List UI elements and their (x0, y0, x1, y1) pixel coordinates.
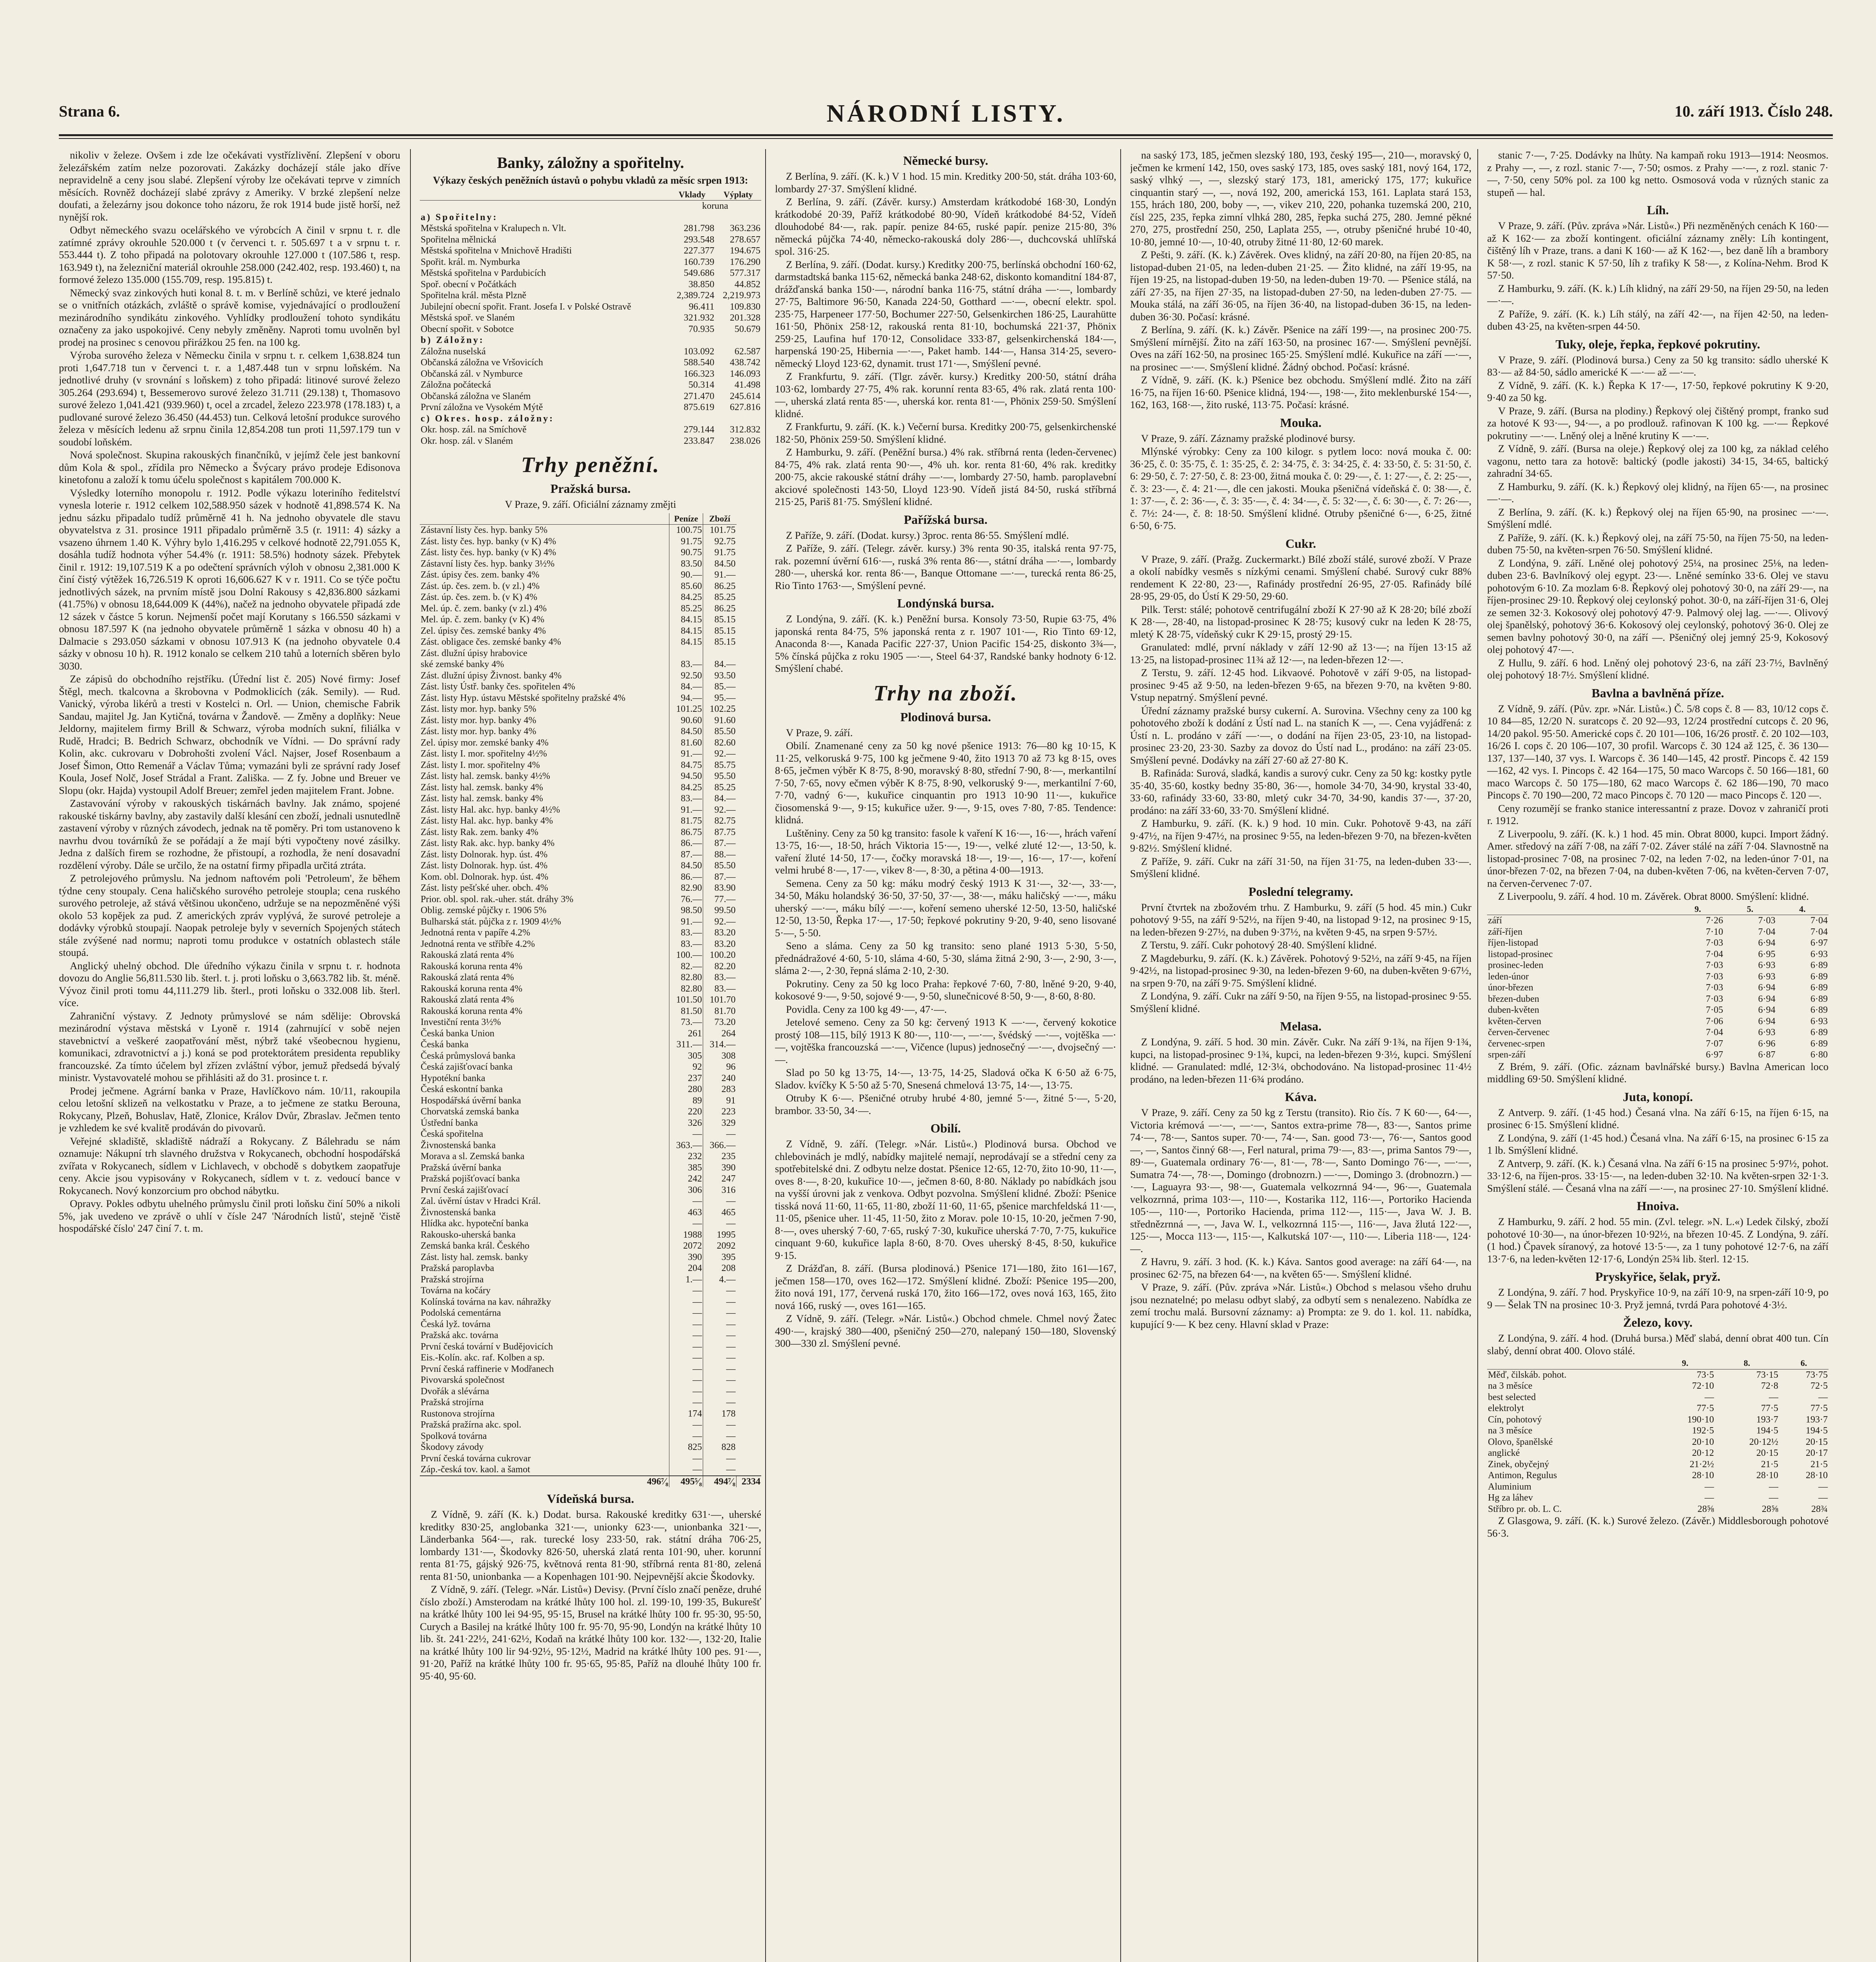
liverpool-table: 9. 5. 4. září 7·26 7·03 7·04 září-říjen 7·10 7·04 7·04 říjen-listopad 7·03 6·94 6·97 listopad-prosinec 7·04 6·95 6·93 prosinec-leden 7·03 6·93 6·89 leden-únor 7·03 6·93 6·89 únor-březen 7·03 6·94 6·89 březen-duben 7·03 6·94 6·89 duben-květen 7·05 6·94 6·89 květen-červen 7·06 6·94 6·93 červen-červenec 7·04 6·93 6·89 červenec-srpen 7·07 6·96 6·89 srpen-září 6·97 6·87 6·80 (1488, 904, 1828, 1060)
table-row: Zást. listy hal. zemsk. banky 4% 83.— 84.— (421, 793, 736, 804)
table-row: Továrna na kočáry — — (421, 1286, 736, 1296)
table-row: Podolská cementárna — — (421, 1308, 736, 1318)
table-row: Zást. listy pešťské uher. obch. 4% 82.90 83.90 (421, 883, 736, 893)
banks-subtitle: Výkazy českých peněžních ústavů o pohybu vkladů za měsíc srpen 1913: (433, 175, 748, 186)
table-row: Rakouská koruna renta 4% 82.80 83.— (421, 983, 736, 994)
telegrams-text (1130, 901, 1471, 1015)
news-paragraph: Z Hullu, 9. září. 6 hod. Lněný olej pohotový 23·6, na září 23·7½, Bavlněný olej pohotový 18·7½. Smýšlení klidné. (1487, 656, 1829, 681)
column-3 (775, 149, 1116, 1962)
table-row: Hospodářská úvěrní banka 89 91 (421, 1095, 736, 1106)
news-paragraph: V Praze, 9. září. (Pův. zpráva »Nár. Listů«.) Při nezměněných cenách K 160·— až K 162·— za zboží kontingent. oficiální záznamy zněly: Líh kontingent, čištěný líh v Praze, trans. a dani K 160·— až K 162·—, bez daně líh a brambory K 58·—, z rozl. stanic K 57·50, líh z trafiky K 58·—, z Kolína-Nehm. Brod K 57·50. (1487, 220, 1829, 281)
table-row: Zást. listy čes. hyp. banky (v K) 4% 90.75 91.75 (421, 547, 736, 558)
table-row: Zást. listy Rak. zem. banky 4% 86.75 87.75 (421, 827, 736, 837)
totals-row: 496⁷⁄₈ 495⁵⁄₈ 494⁷⁄₈ 2334 (420, 1476, 761, 1488)
banks-group-savings: a) Spořitelny: (421, 212, 498, 222)
news-paragraph: Z petrolejového průmyslu. Na jednom naftovém poli 'Petroleum', že během týdne ceny stoupaly. Cena haličského surového petroleje stoupla; cena ruského surového petroleje, až stává většinou ukončeno, udržuje se na nepozměněné výši okolo 53 kopějek za pud. Z amerických zpráv vyplývá, že surové petroleje a dodávky výrobků stoupají. Naopak petroleje byly v severních Spojených státech stále zvýšené nad normu; naproti tomu produkce v ostatních oblastech stále stoupá. (59, 872, 400, 958)
header-rule (59, 134, 1833, 136)
table-row: Obecní spořit. v Sobotce 70.935 50.679 (421, 324, 760, 334)
news-paragraph: Z Vídně, 9. září. (Telegr. »Nár. Listů«) Devisy. (První číslo značí peněze, druhé číslo zboží.) Amsterodam na krátké lhůty 100 hol. zl. 199·10, 199·35, Bukurešť na krátké lhůty 100 lei 94·95, 95·15, Brusel na krátké lhůty 100 fr. 95·30, 95·50, Curych a Basilej na krátké lhůty 100 fr. 95·70, 95·90, Londýn na krátké lhůty 10 lib. št. 241·22½, 241·62½, Kodaň na krátké lhůty 100 kor. 132·—, 132·20, Italie na krátké lhůty 100 lir 94·92½, 95·12½, Madrid na krátké lhůty 100 pes. 91·—, 91·20, Paříž na krátké lhůty 100 fr. 95·65, 95·85, Paříž na dlouhé lhůty 100 fr. 95·40, 95·60. (420, 1583, 761, 1682)
table-row: Zást. listy I. mor. spořitelny 4% 84.75 85.75 (421, 760, 736, 770)
table-row: Investiční renta 3½% 73.— 73.20 (421, 1017, 736, 1027)
news-paragraph: Německý svaz zinkových huti konal 8. t. m. v Berlíně schůzi, ve které jednalo se o vnitřních otázkách, zvláště o správě komise, vyjednávající o prodloužení mezinárodního syndikátu zinkového. Vyhlídky prodloužení tohoto syndikátu označeny za jako uspokojivé. Ceny nebyly změněny. Naproti tomu uvolněn byl prodej na prosinec s cenovou přirážkou 25 fen. na 100 kg. (59, 286, 400, 348)
table-row: Živnostenská banka 463 465 (421, 1207, 736, 1218)
table-row: Záložna nuselská 103.092 62.587 (421, 346, 760, 357)
table-row: Městská spořitelna v Mnichově Hradišti 227.377 194.675 (421, 246, 760, 256)
table-row: Zást. listy I. mor. spořitelny 4½% 91.— 92.— (421, 749, 736, 759)
table-row: Živnostenská banka 363.— 366.— (421, 1140, 736, 1151)
table-row: Občanská záložna ve Vršovicích 588.540 438.742 (421, 357, 760, 368)
news-paragraph: Z Hamburku, 9. září. (K. k.) Řepkový olej klidný, na říjen 65·—, na prosinec —·—. (1487, 480, 1829, 505)
table-row: Zinek, obyčejný 21·2½ 21·5 21·5 (1488, 1459, 1828, 1470)
table-row: Zást. listy Hyp. ústavu Městské spořitelny pražské 4% 94.— 95.— (421, 693, 736, 703)
table-row: leden-únor 7·03 6·93 6·89 (1488, 971, 1828, 982)
news-paragraph: První čtvrtek na zbožovém trhu. Z Hamburku, 9. září (5 hod. 45 min.) Cukr pohotový 9·55, na září 9·52½, na říjen 9·40, na listopad 9·12, na prosinec 9·15, na leden-březen 9·27½, na duben 9·37½, na květen 9·45, na srpen 9·57½. (1130, 901, 1471, 938)
table-row: Kolínská továrna na kav. náhražky — — (421, 1296, 736, 1307)
table-row: Spořitelna král. města Plzně 2,389.724 2,219.973 (421, 290, 760, 301)
banks-table (420, 189, 761, 447)
table-row: Spořit. král. m. Nymburka 160.739 176.290 (421, 257, 760, 267)
news-paragraph: Z Antverp, 9. září. (K. k.) Česaná vlna. Na září 6·15 na prosinec 5·97½, pohot. 33·12·6, na říjen-pros. 33·15·—, na leden-duben 32·10. Na květen-srpen 32·1·3. Smýšlení stálé. — Česaná vlna na září —·—, na prosinec 27·10. Smýšlení klidné. (1487, 1157, 1829, 1194)
table-row: Občanská záložna ve Slaném 271.470 245.614 (421, 391, 760, 401)
table-row: První záložna ve Vysokém Mýtě 875.619 627.816 (421, 402, 760, 412)
resin-heading: Pryskyřice, šelak, pryž. (1595, 1269, 1721, 1284)
spirits-continued: stanic 7·—, 7·25. Dodávky na lhůty. Na kampaň roku 1913—1914: Neosmos. z Prahy —, —, z rozl. stanic 7·—, 7·50; osmos. z Prahy —·—, z rozl. stanic 7·—, 7·50, ceny 50% pol. za 100 kg netto. Osmosová voda v různých stanic za stupeň — hal. (1487, 149, 1829, 198)
prague-bourse-heading: Pražská bursa. (550, 481, 631, 496)
table-row: září-říjen 7·10 7·04 7·04 (1488, 926, 1828, 937)
news-paragraph: Z Londýna, 9. září. Lněné olej pohotový 25¼, na prosinec 25⅛, na leden-duben 23·6. Bavlníkový olej egypt. 23·—. Lněné semínko 33·6. Olej ve stavu pohotovým 6·10. Za mozlam 6·8. Řepkový olej pohotový 30·0, na září 29·—, na říjen-prosinec 29·10. Řepkový olej ceylonský pohot. 30·0, na září-říjen 31·6, Olej ze semen 32·3. Kokosový olej pohotový 47·9. Palmový olej lag. —·—. Olivový olej španělský, pohotový 36·6. Kokosový olej ceylonský, pohotový 36·0. Olej ze semen bavlny pohotový 30·0, na září —. Pšeničný olej jemný 25·9, Kokosový olej pohotový 47·—. (1487, 557, 1829, 655)
news-paragraph: Z Terstu, 9. září. 12·45 hod. Likvaové. Pohotově v září 9·05, na listopad-prosinec 9·45 až 9·50, na leden-březen 9·65, na březen 9·70, na květen 9·80. Vstup nepatrný. Smýšlení pevné. (1130, 667, 1471, 703)
banks-heading: Banky, záložny a spořitelny. (497, 154, 684, 171)
news-paragraph: Výsledky loterního monopolu r. 1912. Podle výkazu loteriního ředitelství vynesla loterie r. 1912 celkem 102,588.950 sázek v hodnotě 41,898.574 K. Na jednu sázku připadalo tudíž průměrně 41 h. Na jednoho obyvatele dle stavu obyvatelstva z 31. prosince 1911 připadalo průměrně 3.5 (r. 1911: 4) sázky a vsazeno úhrnem 1.40 K. Výhry bylo 1,416.295 v celkové hodnotě 22,791.055 K, dosáhla tudíž hodnota výher 54.4% (r. 1911: 58.5%) hodnoty sázek. Přebytek činil r. 1912: 19,107.519 K a po odečtení správních výloh v obnosu 2,381.000 K činí čistý výtěžek 16,726.519 K oproti 16,606.627 K v r. 1911. Co se týče počtu jednotlivých sázek, na prvním místě jsou Dolní Rakousy s 42,836.800 sázkami (41.75%) v obnosu 18,644.009 K (44%), načež na jednoho obyvatele připadá zde 12 sázek v částce 5 korun. Nejmenší počet mají Korutany s 166.550 sázkami v obnosu 187.597 K (na jednoho obyvatele průměrně 1 sázka v obnosu 40 h) a Dalmacie s 293.050 sázkami v obnosu 107.913 K (na jednoho obyvatele 0.4 sázky v obnosu 10 h). R. 1912 konalo se celkem 210 tahů a loterních sběren bylo 3030. (59, 487, 400, 672)
table-row: Prior. obl. spol. rak.-uher. stát. dráhy 3% 76.— 77.— (421, 894, 736, 904)
news-paragraph: V Praze, 9. září. (Plodinová bursa.) Ceny za 50 kg transito: sádlo uherské K 83·— až 84·50, sádlo americké K —·— až —·—. (1487, 354, 1829, 378)
news-paragraph: Z Hamburku, 9. září. (Peněžní bursa.) 4% rak. stříbrná renta (leden-červenec) 84·75, 4% rak. zlatá renta 90·—, 4% uh. kor. renta 81·60, 4% rak. kreditky 200·75, akcie rakouské státní dráhy —·—, lombardy 27·50, hamb. paroplavební akciové společnosti 143·50, Lloyd 123·90. Vídeň jistá 84·50, ruská stříbrná 215·25, Pariš 81·75. Smýšlení klidné. (775, 446, 1116, 507)
paris-bourse-text-2: Z Paříže, 9. září. (Telegr. závěr. kursy.) 3% renta 90·35, italská renta 97·75, rak. pozemní úvěrní 616·—, ruská 3% renta 86·—, státní dráha —·—, lombardy 280·—, uherská kor. renta 86·—, Banque Ottomane —·—, turecká renta 86·25, Rio Tinto 1763·—, Smýšlení pevné. (775, 542, 1116, 591)
table-row: Zást. listy Dolnorak. hyp. úst. 4% 87.— 88.— (421, 849, 736, 860)
news-paragraph: V Praze, 9. září. (786, 726, 853, 738)
table-row: Zást. listy Hal. akc. hyp. banky 4½% 91.— 92.— (421, 804, 736, 815)
column-divider (1477, 149, 1478, 1962)
table-row: Stříbro pr. ob. L. C. 28⅝ 28⅝ 28¾ (1488, 1504, 1828, 1514)
news-paragraph: Z Terstu, 9. září. Cukr pohotový 28·40. Smýšlení klidné. (1141, 939, 1377, 951)
table-row: Česká banka Union 261 264 (421, 1028, 736, 1039)
table-row: Olovo, španělské 20·10 20·12½ 20·15 (1488, 1437, 1828, 1447)
fats-oils-heading: Tuky, oleje, řepka, řepkové pokrutiny. (1555, 337, 1760, 351)
coffee-heading: Káva. (1285, 1090, 1317, 1104)
table-row: První česká raffinerie v Modřanech — — (421, 1364, 736, 1374)
news-paragraph: V Praze, 9. září. Ceny za 50 kg z Terstu (transito). Rio čís. 7 K 60·—, 64·—, Victoria krémová —·—, —·—, Santos extra-prime 78—, 83·—, Santos prime 74·—, 78·—, Santos super. 70·—, 74·—, San. good 73·—, 76·—, Santos good —, —, Santos činný 68·—, Ferl natural, prima 79·—, 83·—, prima Santos 79·—, 89·—, Guatemala ordinary 76·—, 81·—, 78·—, Santo Domingo 76·—, —·—, Sumatra 74·—, 78·—, Domingo (drobnozrn.) —·—, Domingo 3. (drobnozrn.) —·—, Laguayra 93·—, 98·—, Guatemala velkozrnná 94·—, 96·—, Guatemala velkozrnná, prima 103·—, 110·—, Kostarika 112, 116·—, Portoriko Hacienda 105·—, 110·—, Portoriko Hacienda, prima 112·—, 115·—, Java W. J. B. střednězrnná —, —, Java W. I., velkozrnná 115·—, 116·—, Java žlutá 122·—, 125·—, Mocca 113·—, 115·—, Kalkutská 107·—, 110·—. Liberia 118·—, 124·—. (1130, 1107, 1471, 1255)
table-row: První česká továrna cukrovar — — (421, 1453, 736, 1464)
table-row: Bulharská stát. půjčka z r. 1909 4½% 91.— 92.— (421, 916, 736, 927)
table-row: Rakouská zlatá renta 4% 101.50 101.70 (421, 995, 736, 1005)
table-row: září 7·26 7·03 7·04 (1488, 915, 1828, 926)
news-paragraph: Pokrutiny. Ceny za 50 kg loco Praha: řepkové 7·60, 7·80, lněné 9·20, 9·40, kokosové 9·—, 9·50, sojové 9·—, 9·50, slunečnicové 8·50, 9·—, 8·60, 8·80. (775, 977, 1116, 1002)
grain-prices-text (1130, 149, 1471, 411)
grain-heading: Obilí. (930, 1121, 961, 1135)
money-header: Peníze (669, 513, 703, 525)
withdrawals-header: Výplaty (715, 189, 761, 201)
table-row: Zást. obligace čes. zemské banky 4% 84.15 85.15 (421, 637, 736, 647)
prague-bourse-table (420, 513, 761, 1488)
table-row: Okr. hosp. zál. na Smíchově 279.144 312.832 (421, 425, 760, 435)
table-row: Pražská akc. továrna — — (421, 1330, 736, 1340)
table-row: Aluminium — — — (1488, 1481, 1828, 1492)
news-paragraph: Z Berlína, 9. září. (Závěr. kursy.) Amsterdam krátkodobé 168·30, Londýn krátkodobé 20·39, Paříž krátkodobé 80·90, Vídeň krátkodobé 84·52, Vídeň dlouhodobé 84·—, rak. papír. penize 84·65, ruské papír. penize 215·80, 3% německá půjčka 74·40, německo-rakouská doly 286·—, duchcovská uhlířská spol. 316·25. (775, 196, 1116, 257)
issue-date: 10. září 1913. Číslo 248. (1674, 102, 1833, 120)
table-row: ské zemské banky 4% 83.— 84.— (421, 659, 736, 669)
molasses-heading: Melasa. (1280, 1019, 1322, 1033)
hops-text: Z Vídně, 9. září. (Telegr. »Nár. Listů«.) Obchod chmele. Chmel nový Žatec 490·—, krajský 380—400, pšeničný 250—270, nalepaný 150—180, Slovenský 300—330 zl. Smýšlení pevné. (775, 1313, 1116, 1349)
metals-table: 9. 8. 6. Měď, čilskáb. pohot. 73·5 73·15 73·75 na 3 měsíce 72·10 72·8 72·5 best selected — — — elektrolyt 77·5 77·5 77·5 Cín, pohotový 190·10 193·7 193·7 na 3 měsíce 192·5 194·5 194·5 Olovo, španělské 20·10 20·12½ 20·15 anglické 20·12 20·15 20·17 Zinek, obyčejný 21·2½ 21·5 21·5 Antimon, Regulus 28·10 28·10 28·10 Aluminium — — — Hg za láhev — — — Stříbro pr. ob. L. C. 28⅝ 28⅝ 28¾ (1488, 1358, 1828, 1514)
resin-text: Z Londýna, 9. září. 7 hod. Pryskyřice 10·9, na září 10·9, na srpen-září 10·9, po 9 — Šelak TN na prosinec 10·3. Pryž jemná, tvrdá Para pohotové 4·3½. (1487, 1286, 1829, 1311)
table-row: Zást. listy čes. hyp. banky (v K) 4% 91.75 92.75 (421, 536, 736, 547)
flour-heading: Mouka. (1280, 415, 1322, 430)
table-row: únor-březen 7·03 6·94 6·89 (1488, 983, 1828, 993)
column-1 (59, 149, 400, 1962)
news-paragraph: Povidla. Ceny za 100 kg 49·—, 47·—. (786, 1003, 947, 1015)
news-paragraph: Z Liverpoolu, 9. září. 4 hod. 10 m. Závěrek. Obrat 8000. Smýšlení: klidné. (1498, 890, 1809, 902)
table-row: Rakouská zlatá renta 4% 100.— 100.20 (421, 950, 736, 960)
news-paragraph: Ze zápisů do obchodního rejstříku. (Úřední list č. 205) Nové firmy: Josef Štěgl, mech. tkalcovna a škrobovna v Podmoklicích (zák. Semily). — Rud. Vanický, výroba likérů a tresti v Kostelci n. Orl. — Union, chemische Fabrik Sandau, majitel Jg. Jan Kytičná, továrna v Žandově. — Změny a doplňky: Neue Jeldorny, majitelem firmy Brill & Schwarz, výroba modních sukní, filiálka v Rudě, Hradci; B. Bedrich Schwarz, obchodník ve Vídni. — Do správní rady Kolin, akc. cukrovaru v Dobrohošti zvolení Václ. Najser, Josef Rosenbaum a Josef Šimon, Otto Remenář a Václav Tůma; vymazáni byli ze správní rady Josef Koula, Josef Nolč, Josef Strádal a Frant. Zališka. — Z fy. Jobne und Breuer ve Slopu (okr. Hajda) vystoupil Adolf Breuer; zemřel jeden majitelem Frant. Jobne. (59, 673, 400, 796)
coffee-text (1130, 1107, 1471, 1331)
news-paragraph: Výroba surového železa v Německu činila v srpnu t. r. celkem 1,638.824 tun proti 1,647.718 tun v červenci t. r. a 1,487.448 tun v srpnu loňském. Na jednotlivé druhy (v srovnání s loňskem) z toho připadá: litinové surové železo 305.264 (293.694) t, Bessemerovo surové železo 31.711 (29.138) t, Thomasovo surové železo 1,041.421 (939.960) t, ocel a zrcadel, železo 223.978 (178.183) t, a pudlované surové železo 36.450 (44.453) tun. Celková letošní produkce surového železa v měsících ledenu až srpnu činila 12,854.208 tun proti 11,597.179 tun v soudobí loňském. (59, 349, 400, 448)
news-paragraph: Z Paříže, 9. září. (K. k.) Líh stálý, na září 42·—, na říjen 42·50, na leden-duben 43·25, na květen-srpen 44·50. (1487, 308, 1829, 332)
paris-bourse-text: Z Paříže, 9. září. (Dodat. kursy.) 3proc. renta 86·55. Smýšlení mdlé. (786, 529, 1069, 541)
money-markets-heading: Trhy peněžní. (521, 453, 660, 477)
table-row: Chorvatská zemská banka 220 223 (421, 1107, 736, 1117)
table-row: Cín, pohotový 190·10 193·7 193·7 (1488, 1414, 1828, 1425)
table-row: best selected — — — (1488, 1392, 1828, 1402)
table-row: Česká eskontní banka 280 283 (421, 1084, 736, 1094)
table-row: Antimon, Regulus 28·10 28·10 28·10 (1488, 1470, 1828, 1481)
news-paragraph: Z Frankfurtu, 9. září. (Tlgr. závěr. kursy.) Kreditky 200·50, státní dráha 103·62, lombardy 27·75, 4% rak. korunní renta 83·65, 4% rak. zlatá renta 100·—, uherská zlatá renta 85·—, uherská kor. renta 81·—, Phönix 259·50. Smýšlení klidné. (775, 370, 1116, 419)
column-4 (1130, 149, 1471, 1962)
telegrams-heading: Poslední telegramy. (1248, 884, 1353, 899)
commodity-markets-heading: Trhy na zboží. (873, 681, 1018, 706)
iron-metals-intro: Z Londýna, 9. září. 4 hod. (Druhá bursa.) Měď slabá, denní obrat 400 tun. Cín slabý, denní obrat 400. Olovo stálé. (1487, 1332, 1829, 1357)
london-bourse-text: Z Londýna, 9. září. (K. k.) Peněžní bursa. Konsoly 73·50, Rupie 63·75, 4% japonská renta 84·75, 5% japonská renta z r. 1907 101·—, Rio Tinto 69·12, Anaconda 8·—, Kanada Pacific 227·37, Union Pacific 154·25, diskonto 3¾—, 5% čínská půjčka z roku 1905 —·—, Steel 64·37, Randské banky hodnoty 6·12. Smýšlení chabé. (775, 613, 1116, 674)
news-paragraph: Anglický uhelný obchod. Dle úředního výkazu činila v srpnu t. r. hodnota dovozu do Anglie 56,811.530 lib. šterl. t. j. proti loňsku o 3,663.782 lib. št. méně. Vývoz činil proti tomu 44,111.279 lib. šterl., proti loňsku o 332.008 lib. šterl. více. (59, 959, 400, 1008)
table-row: Škodovy závody 825 828 (421, 1442, 736, 1452)
deposits-header: Vklady (669, 189, 715, 201)
column-5 (1487, 149, 1829, 1962)
jute-text (1487, 1107, 1829, 1195)
table-row: Pražská pražírna akc. spol. — — (421, 1420, 736, 1430)
table-row: Rakouská koruna renta 4% 82.— 82.20 (421, 961, 736, 972)
news-paragraph: Z Berlína, 9. září. (K. k.) Závěr. Pšenice na září 199·—, na prosinec 200·75. Smýšlení mírnější. Žito na září 163·50, na prosinec 167·—. Smýšlení pevnější. Oves na září 162·50, na prosinec 165·25. Smýšlení mdlé. Kukuřice na září —·—, na prosinec —·—. Smýšlení klidné. Žádný obchod. Počasí: krásné. (1130, 324, 1471, 373)
table-row: Jednotná renta ve stříbře 4.2% 83.— 83.20 (421, 939, 736, 949)
news-paragraph: V Praze, 9. září. (Pražg. Zuckermarkt.) Bílé zboží stálé, surové zboží. V Praze a okolí nabídky vesměs s nízkými cenami. Smýšlení chabé. Surový cukr 88% rendement K 22·80, 23·—, Rafinády prostřední 26·95, 27·05. Rafinády bílé 28·95, 29·05, do Ústí K 29·50, 29·60. (1130, 553, 1471, 602)
news-paragraph: Luštěniny. Ceny za 50 kg transito: fasole k vaření K 16·—, 16·—, hrách vaření 13·75, 16·—, 18·50, hrách Viktoria 15·—, 19·—, velké zluté 12·—, 13·50, k. vaření žluté 14·50, 17·—, čočky moravská 18·—, 19·—, 16·—, 17·—, koření velmi hrubé 8·—, 17·—, vikev 8·—, 8·30, a pětina 4·00—1913. (775, 827, 1116, 876)
table-row: Zást. úp. čes. zem. b. (v K) 4% 84.25 85.25 (421, 592, 736, 602)
sugar-text (1130, 553, 1471, 880)
table-row: Česká zajišťovací banka 92 96 (421, 1062, 736, 1072)
column-divider (765, 149, 766, 1962)
table-row: na 3 měsíce 72·10 72·8 72·5 (1488, 1381, 1828, 1391)
table-row: První česká zajišťovací 306 316 (421, 1185, 736, 1195)
table-row: Zást. listy hal. zemsk. banky 390 395 (421, 1252, 736, 1262)
table-row: Pražská strojírna — — (421, 1397, 736, 1408)
table-row: Zást. listy hal. zemsk. banky 4½% 94.50 95.50 (421, 771, 736, 781)
jute-heading: Juta, konopí. (1623, 1089, 1693, 1104)
table-row: Jednotná renta v papíře 4.2% 83.— 83.20 (421, 928, 736, 938)
paris-bourse-heading: Pařížská bursa. (904, 512, 988, 527)
fats-oils-text (1487, 354, 1829, 682)
table-row: říjen-listopad 7·03 6·94 6·97 (1488, 938, 1828, 948)
news-paragraph: Granulated: mdlé, první náklady v září 12·90 až 13·—; na říjen 13·15 až 13·25, na listopad-prosinec 11¾ až 12·—, na leden-březen 12·—. (1130, 641, 1471, 666)
news-paragraph: Z Vídně, 9. září (K. k.) Dodat. bursa. Rakouské kreditky 631·—, uherské kreditky 830·25, anglobanka 321·—, unionky 623·—, unionbanka 321·—, Länderbanka 564·—, rak. turecké losy 233·50, rak. státní dráha 706·25, lombardy 131·—, Škodovky 826·50, uherská zlatá renta 101·90, uher. korunní renta 81·75, gájský 926·75, květnová renta 81·90, stříbrná renta 81·80, zelená renta 81·50, unionbanka — a Kopenhagen 101·90. Nejpevnější akcie Škodovky. (420, 1508, 761, 1582)
table-row: Rustonova strojírna 174 178 (421, 1408, 736, 1419)
column-divider (410, 149, 411, 1962)
table-row: Zal. úvěrní ústav v Hradci Král. — — (421, 1196, 736, 1206)
german-bourses-heading: Německé bursy. (903, 153, 988, 168)
table-row: Ústřední banka 326 329 (421, 1118, 736, 1128)
news-paragraph: Jetelové semeno. Ceny za 50 kg: červený 1913 K —·—, červený kokotice prostý 108—115, bílý 1913 K 80·—, 110·—, —·—, švédský —·—, vojtěška —·—, vojtěška francouzská —·—, Vičence (lupus) jednosečný —·—, dvojsečný —·—. (775, 1016, 1116, 1065)
economy-news (59, 149, 400, 1235)
iron-metals-heading: Železo, kovy. (1623, 1315, 1693, 1329)
table-row: Hlídka akc. hypoteční banka — — (421, 1218, 736, 1229)
table-row: Zást. úp. čes. zem. b. (v zl.) 4% 85.60 86.25 (421, 581, 736, 591)
table-row: Hg za láhev — — — (1488, 1493, 1828, 1503)
news-paragraph: Slad po 50 kg 13·75, 14·—, 13·75, 14·25, Sladová očka K 6·50 až 6·75, Sladov. kvíčky K 5·50 až 5·70, Snesená chmelová 13·75, 14·—, 13·75. (775, 1067, 1116, 1091)
table-row: Městská spořitelna v Pardubicích 549.686 577.317 (421, 268, 760, 278)
table-row: Zást. listy Rak. akc. hyp. banky 4% 86.— 87.— (421, 838, 736, 848)
table-row: květen-červen 7·06 6·94 6·93 (1488, 1016, 1828, 1027)
table-row: Morava a sl. Zemská banka 232 235 (421, 1151, 736, 1162)
news-paragraph: Ceny rozumějí se franko stanice interessantní z praze. Dovoz v zahraničí proti r. 1912. (1487, 802, 1829, 826)
news-paragraph: Z Vídně, 9. září. (Bursa na oleje.) Řepkový olej za 100 kg, za náklad celého vagonu, netto tara za hotově: baltický (podle jakosti) 34·15, 34·65, baltický zahradní 34·65. (1487, 443, 1829, 479)
table-row: Občanská zál. v Nymburce 166.323 146.093 (421, 368, 760, 379)
table-row: červen-červenec 7·04 6·93 6·89 (1488, 1027, 1828, 1038)
table-row: Pražská paroplavba 204 208 (421, 1263, 736, 1273)
news-paragraph: Z Magdeburku, 9. září. (K. k.) Závěrek. Pohotový 9·52½, na září 9·45, na říjen 9·42½, na listopad-prosinec 9·30, na leden-březen 9·60, na duben-květen 9·67½, na srpen 9·70, na září 9·75. Smýšlení klidné. (1130, 952, 1471, 989)
table-row: Pražská pojišťovací banka 242 247 (421, 1174, 736, 1184)
flour-text: V Praze, 9. září. Záznamy pražské plodinové bursy. (1141, 432, 1356, 444)
news-paragraph: Opravy. Pokles odbytu uhelného průmyslu činil proti loňsku činí 50% a nikoli 5%, jak uvedeno ve zprávě o uhlí v čísle 247 'Národních listů', stejně 'čistě hospodářské číslo' 247 činí 7. t. m. (59, 1198, 400, 1234)
table-row: Pivovarská společnost — — (421, 1375, 736, 1385)
newspaper-title: NÁRODNÍ LISTY. (826, 99, 1065, 127)
table-row: Hypotékní banka 237 240 (421, 1073, 736, 1083)
table-row: Spořitelna mělnická 293.548 278.657 (421, 234, 760, 245)
news-paragraph: Seno a sláma. Ceny za 50 kg transito: seno plané 1913 5·30, 5·50, přednádražové 4·60, 5·10, sláma 4·60, 5·30, sláma žitná 2·90, 3·—, 2·90, 3·—, sláma 2·—, 2·30, řepná sláma 2·10, 2·30. (775, 940, 1116, 976)
table-row: Dvořák a slévárna — — (421, 1386, 736, 1397)
table-row: Eis.-Kolín. akc. raf. Kolben a sp. — — (421, 1353, 736, 1363)
table-row: Rakouská koruna renta 4% 81.50 81.70 (421, 1006, 736, 1016)
table-row: Městská spořitelna v Kralupech n. Vlt. 281.798 363.236 (421, 223, 760, 233)
glasgow-text: Z Glasgowa, 9. září. (K. k.) Surové železo. (Závěr.) Middlesborough pohotové 56·3. (1487, 1515, 1829, 1539)
column-divider (1120, 149, 1121, 1962)
table-row: Zást. listy Ústř. banky čes. spořitelen 4% 84.— 85.— (421, 682, 736, 692)
unit-label: koruna (702, 201, 728, 211)
news-paragraph: nikoliv v železe. Ovšem i zde lze očekávati vystřízlivění. Zlepšení v oboru železářském zatím nelze pozorovati. Zakázky docházejí stále jako dříve nepravidelně a ceny jsou slabé. Zlepšení výroby lze očekávati teprve v zimních měsících. Rovněž docházejí slabé zprávy z Ameriky. V brzké zlepšení nelze doufati, a železárny jsou dokonce toho názoru, že rok 1914 bude jistě horší, než nynější rok. (59, 149, 400, 223)
table-row: Zást. dlužní úpisy hrabovice (420, 648, 761, 659)
table-row: Záložna počátecká 50.314 41.498 (421, 380, 760, 390)
news-paragraph: Veřejné skladiště, skladiště nádraží a Rokycany. Z Bálehradu se nám oznamuje: Nákupní trh slavného družstva v Rokycanech, obchodní hospodářská zvířata v Rokycanech, sídlem v Lichlavech, v obchodě s dobytkem zaopatřuje ceny. Akcie jsou vypisovány v Rokycanech, sídlem v t. z. vedoucí bance v Rokycanech. Nový konzorcium pro obchod nábytku. (59, 1135, 400, 1196)
table-row: Zel. úpisy mor. zemské banky 4% 81.60 82.60 (421, 737, 736, 748)
produce-bourse-text (775, 727, 1116, 1117)
newspaper-page (59, 99, 1833, 1962)
table-row: Zástavní listy čes. hyp. banky 5% 100.75 101.75 (421, 525, 736, 535)
news-paragraph: Z Londýna, 9. září (1·45 hod.) Česaná vlna. Na září 6·15, na prosinec 6·15 za 1 lb. Smýšlení klidné. (1487, 1132, 1829, 1156)
news-paragraph: B. Rafináda: Surová, sladká, kandis a surový cukr. Ceny za 50 kg: kostky pytle 35·40, 35·60, kostky bedny 35·80, 36·—, homole 34·70, 34·90, krystal 33·40, 33·60, rafinády 33·60, 33·80, mletý cukr 34·70, 34·90, kandis 37·—, 37·20, prodáno: na září 33·60, 33·70. Smýšlení klidné. (1130, 767, 1471, 816)
cotton-heading: Bavlna a bavlněná příze. (1592, 686, 1724, 700)
news-paragraph: Obilí. Znamenané ceny za 50 kg nové pšenice 1913: 76—80 kg 10·15, K 11·25, velkoruská 9·75, 100 kg ječmene 9·40, žito 1913 70 až 73 kg 8·15, oves 8·65, ječmen výběr K 8·75, 8·90, moravský 8·80, střední 7·90, 8·—, merkantilní 7·50, 7·65, novy ečmen výběr K 8·75, 8·90, velkoruský 9·—, merkantilní 7·60, 7·70, vadný 6·—, kukuřice cinquantin pro 1913 10·90 11·—, kukuřice čiosomenská 9·—, 9·15; kukuřice užer. 9·—, 9·15, oves 7·80, 7·85. Tendence: klidná. (775, 740, 1116, 826)
bremen-note: Z Brém, 9. září. (Ofic. záznam bavlnářské bursy.) Bavlna American loco middling 69·50. Smýšlení klidné. (1487, 1060, 1829, 1085)
table-row: Česká banka 311.— 314.— (421, 1039, 736, 1050)
table-row: Zást. listy Hal. akc. hyp. banky 4% 81.75 82.75 (421, 816, 736, 826)
table-row: Zel. úpisy čes. zemské banky 4% 84.15 85.15 (421, 625, 736, 636)
grain-text: Z Vídně, 9. září. (Telegr. »Nár. Listů«.) Plodinová bursa. Obchod ve chlebovinách je mdlý, nabídky majitelé nemají, neprodávají se a střední ceny za spotřebitelské dni. Z odbytu nelze dostat. Pšenice 12·65, 12·70, žito 10·90, 11·—, oves 8·—, 8·20, kukuřice 10·—, ječmen 8·60, 8·80. Náklady po nabídkách jsou na vyšší úrovni jak z venkova. Odbyt pozvolna. Smýšlení klidné. Zboží: Pšenice tisská nová 11·60, 11·65, 11·80, zboží 11·60, 11·65, pšenice marchfeldská 11·—, 11·05, pšenice uher. 11·45, 11·50, žito z Morav. pole 10·15, 10·20, ječmen 7·90, 8·—, oves uherský 7·60, 7·65, ruský 7·30, kukuřice uherská 7·70, 7·75, kukuřice cinquant 9·60, kukuřice lapla 8·60, 8·70. Oves uherský 8·45, 8·50, kukuřice 9·15. (775, 1138, 1116, 1261)
table-row: Zást. listy mor. hyp. banky 5% 101.25 102.25 (421, 704, 736, 714)
table-row: Jubilejní obecní spořit. Frant. Josefa I. v Polské Ostravě 96.411 109.830 (421, 301, 760, 312)
table-row: Česká spořitelna — — (421, 1129, 736, 1139)
table-row: Česká průmyslová banka 305 308 (421, 1050, 736, 1061)
table-row: Mel. úp. č. zem. banky (v K) 4% 84.15 85.15 (421, 614, 736, 625)
masthead (59, 99, 1833, 129)
table-row: elektrolyt 77·5 77·5 77·5 (1488, 1403, 1828, 1413)
sugar-heading: Cukr. (1285, 536, 1316, 551)
table-row: Pražská strojírna 1.— 4.— (421, 1274, 736, 1285)
header-rule-thin (59, 138, 1833, 139)
news-paragraph: Semena. Ceny za 50 kg: máku modrý český 1913 K 31·—, 32·—, 33·—, 34·50, Máku holandský 36·50, 37·50, 37·—, 38·—, máku haličský —·—, máku uherský —·—, máku bílý —·—, koření semeno uherské 12·50, 13·50, haličské 12·50, 13·50, Řepka 17·—, 17·50; řepkové pokrutiny 9·20, 9·40, seno lisované 5·—, 5·50. (775, 877, 1116, 939)
news-paragraph: Z Berlína, 9. září. (K. k.) Řepkový olej na říjen 65·90, na prosinec —·—. Smýšlení mdlé. (1487, 506, 1829, 530)
table-row: Spoř. obecní v Počátkách 38.850 44.852 (421, 279, 760, 290)
produce-bourse-heading: Plodinová bursa. (900, 709, 991, 724)
news-paragraph: Zastavování výroby v rakouských tiskárnách bavlny. Jak známo, spojené rakouské tiskárny bavlny, aby zastavily další klesání cen zboží, jednali usnutedlně zastavení výroby v různých závodech, jednak na tě poměry. Pri tom ustanoveno k navrhu dvou továrníků že se pořádají a že mají býti vypočteny nové zásilky. Jedna z dalších firem se rozhodne, že přistoupí, a rozhodla, že není dosavadní rozdělení výroby. Dále se určilo, že na ostatní firmy připadla určitá ztráta. (59, 797, 400, 871)
fertilizer-heading: Hnoiva. (1637, 1199, 1679, 1213)
news-paragraph: Z Antverp. 9. září. (1·45 hod.) Česaná vlna. Na září 6·15, na říjen 6·15, na prosinec 6·15. Smýšlení klidné. (1487, 1106, 1829, 1131)
news-paragraph: Nová společnost. Skupina rakouských finančníků, v jejímž čele jest bankovní dům Kola & spol., zřídila pro Německo a Švýcary právo prodeje Edisonova kinetofonu a založí k tomu účelu společnost s kapitálem 700.000 K. (59, 449, 400, 485)
table-row: březen-duben 7·03 6·94 6·89 (1488, 994, 1828, 1004)
table-row: Zástavní listy čes. hyp. banky 3½% 83.50 84.50 (421, 558, 736, 569)
vienna-bourse-text (420, 1508, 761, 1682)
news-paragraph: Z Vídně, 9. září. (K. k.) Pšenice bez obchodu. Smýšlení mdlé. Žito na září 16·75, na říjen 16·60. Pšenice klidná, 194·—, 198·—, žito meklenburské 154·—, 162, 163, 168·—, žito ruské, 113·75. Počasí: krásné. (1130, 374, 1471, 410)
table-row: na 3 měsíce 192·5 194·5 194·5 (1488, 1426, 1828, 1436)
table-row: Měď, čilskáb. pohot. 73·5 73·15 73·75 (1488, 1369, 1828, 1380)
dresden-text: Z Drážďan, 8. září. (Bursa plodinová.) Pšenice 171—180, žito 161—167, ječmen 158—170, oves 162—172. Smýšlení klidné. Zboží: Pšenice 195—200, žito nová 191, 177, červená ruská 170, žito 166—172, oves nová 163, 165, žito nová 166, ruský —, oves 161—165. (775, 1262, 1116, 1311)
molasses-text: Z Londýna, 9. září. 5 hod. 30 min. Závěr. Cukr. Na září 9·1¾, na říjen 9·1¾, kupci, na listopad-prosinec 9·1¾, kupci, na leden-březen 9·3½, kupci. Smýšlení klidné. — Granulated: mdlé, 12·3¼, obchodováno. Na listopad-prosinec 11·4½ prodáno, na leden-březen 11·6¾ prodáno. (1130, 1036, 1471, 1085)
news-paragraph: Zahraniční výstavy. Z Jednoty průmyslové se nám sdělije: Obrovská mezinárodní výstava městská v Lyoně r. 1914 (zahrnující v sobě nejen stavebnictví a veškeré zaopatřování měst, nýbrž také všeobecnou hygienu, komunikaci, zdravotnictví a j.) koná se pod protektorátem presidenta republiky francouzské. Za tímto účelem byl zřízen zvláštní výbor, jemuž předsedá bývalý ministr. Vystavovatelé mohou se přihlásiti až do 31. prosince t. r. (59, 1010, 400, 1083)
news-paragraph: Z Hamburku, 9. září. (K. k.) Líh klidný, na září 29·50, na říjen 29·50, na leden —·—. (1487, 282, 1829, 306)
news-paragraph: Otruby K 6·—. Pšeničné otruby hrubé 4·80, jemné 5·—, žitné 5·—, 5·20, brambor. 33·50, 34·—. (775, 1092, 1116, 1116)
table-row: Česká lyž. továrna — — (421, 1319, 736, 1329)
table-row: srpen-září 6·97 6·87 6·80 (1488, 1050, 1828, 1060)
news-paragraph: Z Vídně, 9. září. (Pův. zpr. »Nár. Listů«.) Č. 5/8 cops č. 8 — 83, 10/12 cops č. 10 84—85, 12/20 N. suratcops č. 20 92—93, 12/24 prostřední cutcops č. 20 96, 14/20 pakol. 95·50. Americké cops č. 20 101—106, 16/26 prostř. č. 20 102—103, 16/26 I. cops č. 20 106—107, 30 profil. Warcops č. 30 124 až 125, č. 36 130—137, 137—140, 37 vys. I. Warcops č. 36 140—145, 42 prostř. Pincops č. 42 159—162, 42 vys. I. Pincops č. 42 164—175, 50 maco Warcops č. 50 166—181, 60 maco Warcops č. 50 175—180, 62 maco Warcops č. 62 186—190, 70 maco Pincops č. 70 190—200, 72 maco Pincops č. 70 120 — maco Pincops č. 120 —. (1487, 702, 1829, 801)
page-number: Strana 6. (59, 102, 120, 120)
table-row: Rakouská zlatá renta 4% 82.80 83.— (421, 972, 736, 983)
news-paragraph: Z Liverpoolu, 9. září. (K. k.) 1 hod. 45 min. Obrat 8000, kupci. Import žádný. Amer. středový na září 7·08, na září 7·02. Záver stálé na září 7·04. Slavnostně na listopad-prosinec 7·08, na prosinec 7·02, na leden 7·02, na leden-únor 7·01, na únor-březen 7·02, na březen 7·04, na duben-květen 7·06, na květen-červen 7·07, na červen-červenec 7·07. (1487, 828, 1829, 889)
column-2 (420, 149, 761, 1962)
table-row: Zemská banka král. Českého 2072 2092 (421, 1241, 736, 1251)
news-paragraph: Z Berlína, 9. září. (Dodat. kursy.) Kreditky 200·75, berlínská obchodní 160·62, darmstadtská banka 115·62, německá banka 248·62, diskonto komanditní 184·87, drážďanská banka 150·—, národní banka 116·75, státní dráha —·—, lombardy 27·75, Baltimore 96·50, Kanada 224·50, Gotthard —·—, obecní elektr. spol. 235·75, Harpeneer 177·50, Bochumer 227·50, Gelsenkirchen 186·25, Laurahütte 161·50, Phönix 258·12, rakouská renta 81·10, bochumská 221·37, Phönix 259·25, Laufina huf 170·12, Consolidace 333·87, gelsenkirchenská 184·—, harpenská 190·25, Hibernia —·—, Paket hamb. 144·—, Hansa 314·25, severo-německý Lloyd 123·62, dynamit. trust 171·—, Smýšlení pevné. (775, 258, 1116, 369)
goods-header: Zboží (703, 513, 736, 525)
news-paragraph: Z Paříže, 9. září. Cukr na září 31·50, na říjen 31·75, na leden-duben 33·—. Smýšlení klidné. (1130, 855, 1471, 879)
table-row: Pražská úvěrní banka 385 390 (421, 1162, 736, 1173)
table-row: duben-květen 7·05 6·94 6·89 (1488, 1005, 1828, 1015)
flour-text-2: Mlýnské výrobky: Ceny za 100 kilogr. s pytlem loco: nová mouka č. 00: 36·25, č. 0: 35·75, č. 1: 35·25, č. 2: 34·75, č. 3: 34·25, č. 4: 33·50, č. 5: 31·50, č. 6: 29·50, č. 7: 27·50, č. 8: 23·00, žitná mouka č. 0: 29·—, č. 1: 27·—, č. 2: 25·—, č. 3: 23·—, č. 4: 21·—, dle cen jakosti. Mouka pšeničná vídeňská č. 0: 38·—, č. 1: 37·—, č. 2: 36·—, č. 3: 35·—, č. 4: 34·—, č. 5: 32·—, č. 6: 30·—, č. 7: 26·—, č. 7½: 24·—, č. 8: 18·50. Smýšlení klidné. Otruby pšeničné 6·—, 6·25, žitné 6·50, 6·75. (1130, 445, 1471, 531)
table-row: Kom. obl. Dolnorak. hyp. úst. 4% 86.— 87.— (421, 872, 736, 882)
table-row: Záp.-česká tov. kaol. a šamot — — (420, 1464, 761, 1476)
news-paragraph: Prodej ječmene. Agrární banka v Praze, Havlíčkovo nám. 10/11, rakoupila celou letošní sklizeň na velkostatku v Praze, a to ječmene ze statku Berouna, Rokycany, Plzeň, Bohuslav, Hatě, Zlonice, Králov Dvůr, Zbraslav. Ječmen tento je vzhledem ke své kvalitě prodáván do pivovarů. (59, 1085, 400, 1134)
banks-group-district: c) Okres. hosp. záložny: (421, 413, 554, 424)
news-paragraph: Z Hamburku, 9. září. (K. k.) 9 hod. 10 min. Cukr. Pohotově 9·43, na září 9·47½, na říjen 9·47½, na prosinec 9·55, na leden-březen 9·70, na březen-květen 9·82½. Smýšlení klidné. (1130, 817, 1471, 854)
news-paragraph: V Praze, 9. září. (Bursa na plodiny.) Řepkový olej čištěný prompt, franko sud za hotové K 93·—, 94·—, a po prodlouž. rafinovan K 100 kg. —·— Řepkové pokrutiny —·—. Lněný olej a lněné krutiny K —·—. (1487, 405, 1829, 441)
news-paragraph: Z Pešti, 9. září. (K. k.) Závěrek. Oves klidný, na září 20·80, na říjen 20·85, na listopad-duben 21·05, na leden-duben 21·25. — Žito klidné, na září 19·95, na říjen 19·25, na listopad-duben 19·50, na leden-duben 19·70. — Pšenice stálá, na září 27·35, na říjen 27·35, na listopad-duben 27·50, na leden-duben 27·75. — Mouka stálá, na září 36·05, na říjen 36·40, na listopad-duben 36·15, na leden-duben 36·30. Počasí: krásné. (1130, 249, 1471, 323)
vienna-bourse-heading: Vídeňská bursa. (547, 1492, 634, 1506)
news-paragraph: Z Londýna, 9. září. Cukr na září 9·50, na říjen 9·55, na listopad-prosinec 9·55. Smýšlení klidné. (1130, 990, 1471, 1014)
table-row: listopad-prosinec 7·04 6·95 6·93 (1488, 949, 1828, 959)
table-row: Zást. listy hal. zemsk. banky 4% 84.25 85.25 (421, 782, 736, 793)
news-paragraph: na saský 173, 185, ječmen slezský 180, 193, český 195—, 210—, moravský 0, ječmen ke krmení 142, 150, oves saský 173, 185, oves saský 181, nový 164, 172, saský vlhký —, —, slezský starý 173, 181, americký 175, 177; kukuřice cinquantin starý —, —, nová 192, 200, americká 153, 161. Laplata stará 153, 155, hrách 180, 200, boby —, —, vikev 210, 220, pohanka tuzemská 200, 210, čísl 225, 235, řepka zimní vlhká 280, 285, řepka suchá 275, 280. Jemné pěkné 270, 275, prostřední 250, 250, Laplata 255, —, otruby pšeničné hrubé 10·40, 10·80, jemné 10·—, 10·40, otruby žitné 11·80, 12·60 marek. (1130, 149, 1471, 248)
table-row: Zást. dlužní úpisy Živnost. banky 4% 92.50 93.50 (421, 670, 736, 681)
prague-bourse-note: V Praze, 9. září. Oficiální záznamy změjti (505, 499, 676, 510)
spirit-text (1487, 220, 1829, 333)
table-row: Spolková továrna — — (421, 1431, 736, 1441)
table-row: Oblig. zemské půjčky r. 1906 5% 98.50 99.50 (421, 905, 736, 915)
spirit-heading: Líh. (1646, 203, 1669, 217)
table-row: První česká tovární v Budějovicích — — (421, 1341, 736, 1352)
news-paragraph: Pilk. Terst: stálé; pohotově centrifugální zboží K 27·90 až K 28·20; bílé zboží K 28·—, 28·40, na listopad-prosinec K 28·75; kusový cukr na leden K 28·75, mletý K 28·75, vídeňský cukr K 29·15, prostý 29·15. (1130, 603, 1471, 640)
table-row: Rakousko-uherská banka 1988 1995 (421, 1229, 736, 1240)
table-row: Zást. listy mor. hyp. banky 4% 84.50 85.50 (421, 726, 736, 737)
london-bourse-heading: Londýnská bursa. (897, 596, 994, 610)
news-paragraph: Úřední záznamy pražské bursy cukerní. A. Surovina. Všechny ceny za 100 kg pohotového zboží k dodání z Ústí nad L. na staních K —, —. Cena vyjádřená: z Ústí n. L. prodáno v září —·—, o dodání na říjen 23·05, 23·10, na listopad-prosinec 23·20, 23·30. Sazby za dovoz do Ústí nad L., prodáno: na září 23·05. Smýšlení pevné. Dodávky na září 27·60 až 27·80 K. (1130, 704, 1471, 766)
fertilizer-text: Z Hamburku, 9. září. 2 hod. 55 min. (Zvl. telegr. »N. L.«) Ledek čilský, zboží pohotové 10·30—, na únor-březen 10·92½, na březen 10·45. Z Londýna, 9. září. (1 hod.) Čpavek síranový, za hotové 13·5·—, za 1 tuny pohotové 12·7·6, na září 13·7·6, na leden-květen 12·17·6, Londýn 25¾ lib. šterl. 12·15. (1487, 1216, 1829, 1265)
news-paragraph: Odbyt německého svazu ocelářského ve výrobcích A činil v srpnu t. r. dle zatímné zprávy okrouhle 520.000 t (v červenci t. r. 505.697 t a v srpnu t. r. 553.444 t). Z toho připadá na polotovary okrouhle 127.000 t (107.586 t, resp. 163.949 t), na železniční materiál okrouhle 258.000 (242.402, resp. 193.460) t, na formové železo 135.000 (155.709, resp. 195.815) t. (59, 224, 400, 285)
table-row: Zást. listy mor. hyp. banky 4% 90.60 91.60 (421, 715, 736, 726)
news-paragraph: Z Vídně, 9. září. (K. k.) Řepka K 17·—, 17·50, řepkové pokrutiny K 9·20, 9·40 za 50 kg. (1487, 379, 1829, 403)
table-row: anglické 20·12 20·15 20·17 (1488, 1448, 1828, 1458)
table-row: červenec-srpen 7·07 6·96 6·89 (1488, 1038, 1828, 1049)
news-paragraph: Z Havru, 9. září. 3 hod. (K. k.) Káva. Santos good average: na září 64·—, na prosinec 62·75, na březen 64·—, na květen 65·—. Smýšlení klidné. (1130, 1256, 1471, 1280)
table-row: Městská spoř. ve Slaném 321.932 201.328 (421, 313, 760, 323)
cotton-text (1487, 703, 1829, 903)
table-row: Zást. listy Dolnorak. hyp. úst. 4% 84.50 85.50 (421, 861, 736, 871)
news-paragraph: Z Frankfurtu, 9. září. (K. k.) Večerní bursa. Kreditky 200·75, gelsenkirchenské 182·50, Phönix 259·50. Smýšlení klidné. (775, 421, 1116, 445)
table-row: prosinec-leden 7·03 6·93 6·89 (1488, 960, 1828, 970)
table-row: Mel. úp. č. zem. banky (v zl.) 4% 85.25 86.25 (421, 603, 736, 614)
table-row: Okr. hosp. zál. v Slaném 233.847 238.026 (421, 436, 760, 446)
german-bourses-text (775, 170, 1116, 508)
table-row: Zást. úpisy čes. zem. banky 4% 90.— 91.— (421, 570, 736, 580)
news-paragraph: V Praze, 9. září. (Pův. zpráva »Nár. Listů«.) Obchod s melasou všeho druhu jsou neznatelné; po melasu odbyt slabý, za odbytí sem s nenalezeno. Nabídka ze zemí trochu malá. Bursovní záznamy: a) Prompta: ze 9. do 1. kol. 11. nabídka, kupující 9·— K bez ceny. Hlavní sklad v Praze: (1130, 1281, 1471, 1330)
news-paragraph: Z Paříže, 9. září. (K. k.) Řepkový olej, na září 75·50, na říjen 75·50, na leden-duben 75·50, na květen-srpen 76·50. Smýšlení klidné. (1487, 531, 1829, 556)
news-paragraph: Z Berlína, 9. září. (K. k.) V 1 hod. 15 min. Kreditky 200·50, stát. dráha 103·60, lombardy 27·37. Smýšlení klidné. (775, 170, 1116, 195)
banks-group-loan: b) Záložny: (421, 335, 485, 345)
